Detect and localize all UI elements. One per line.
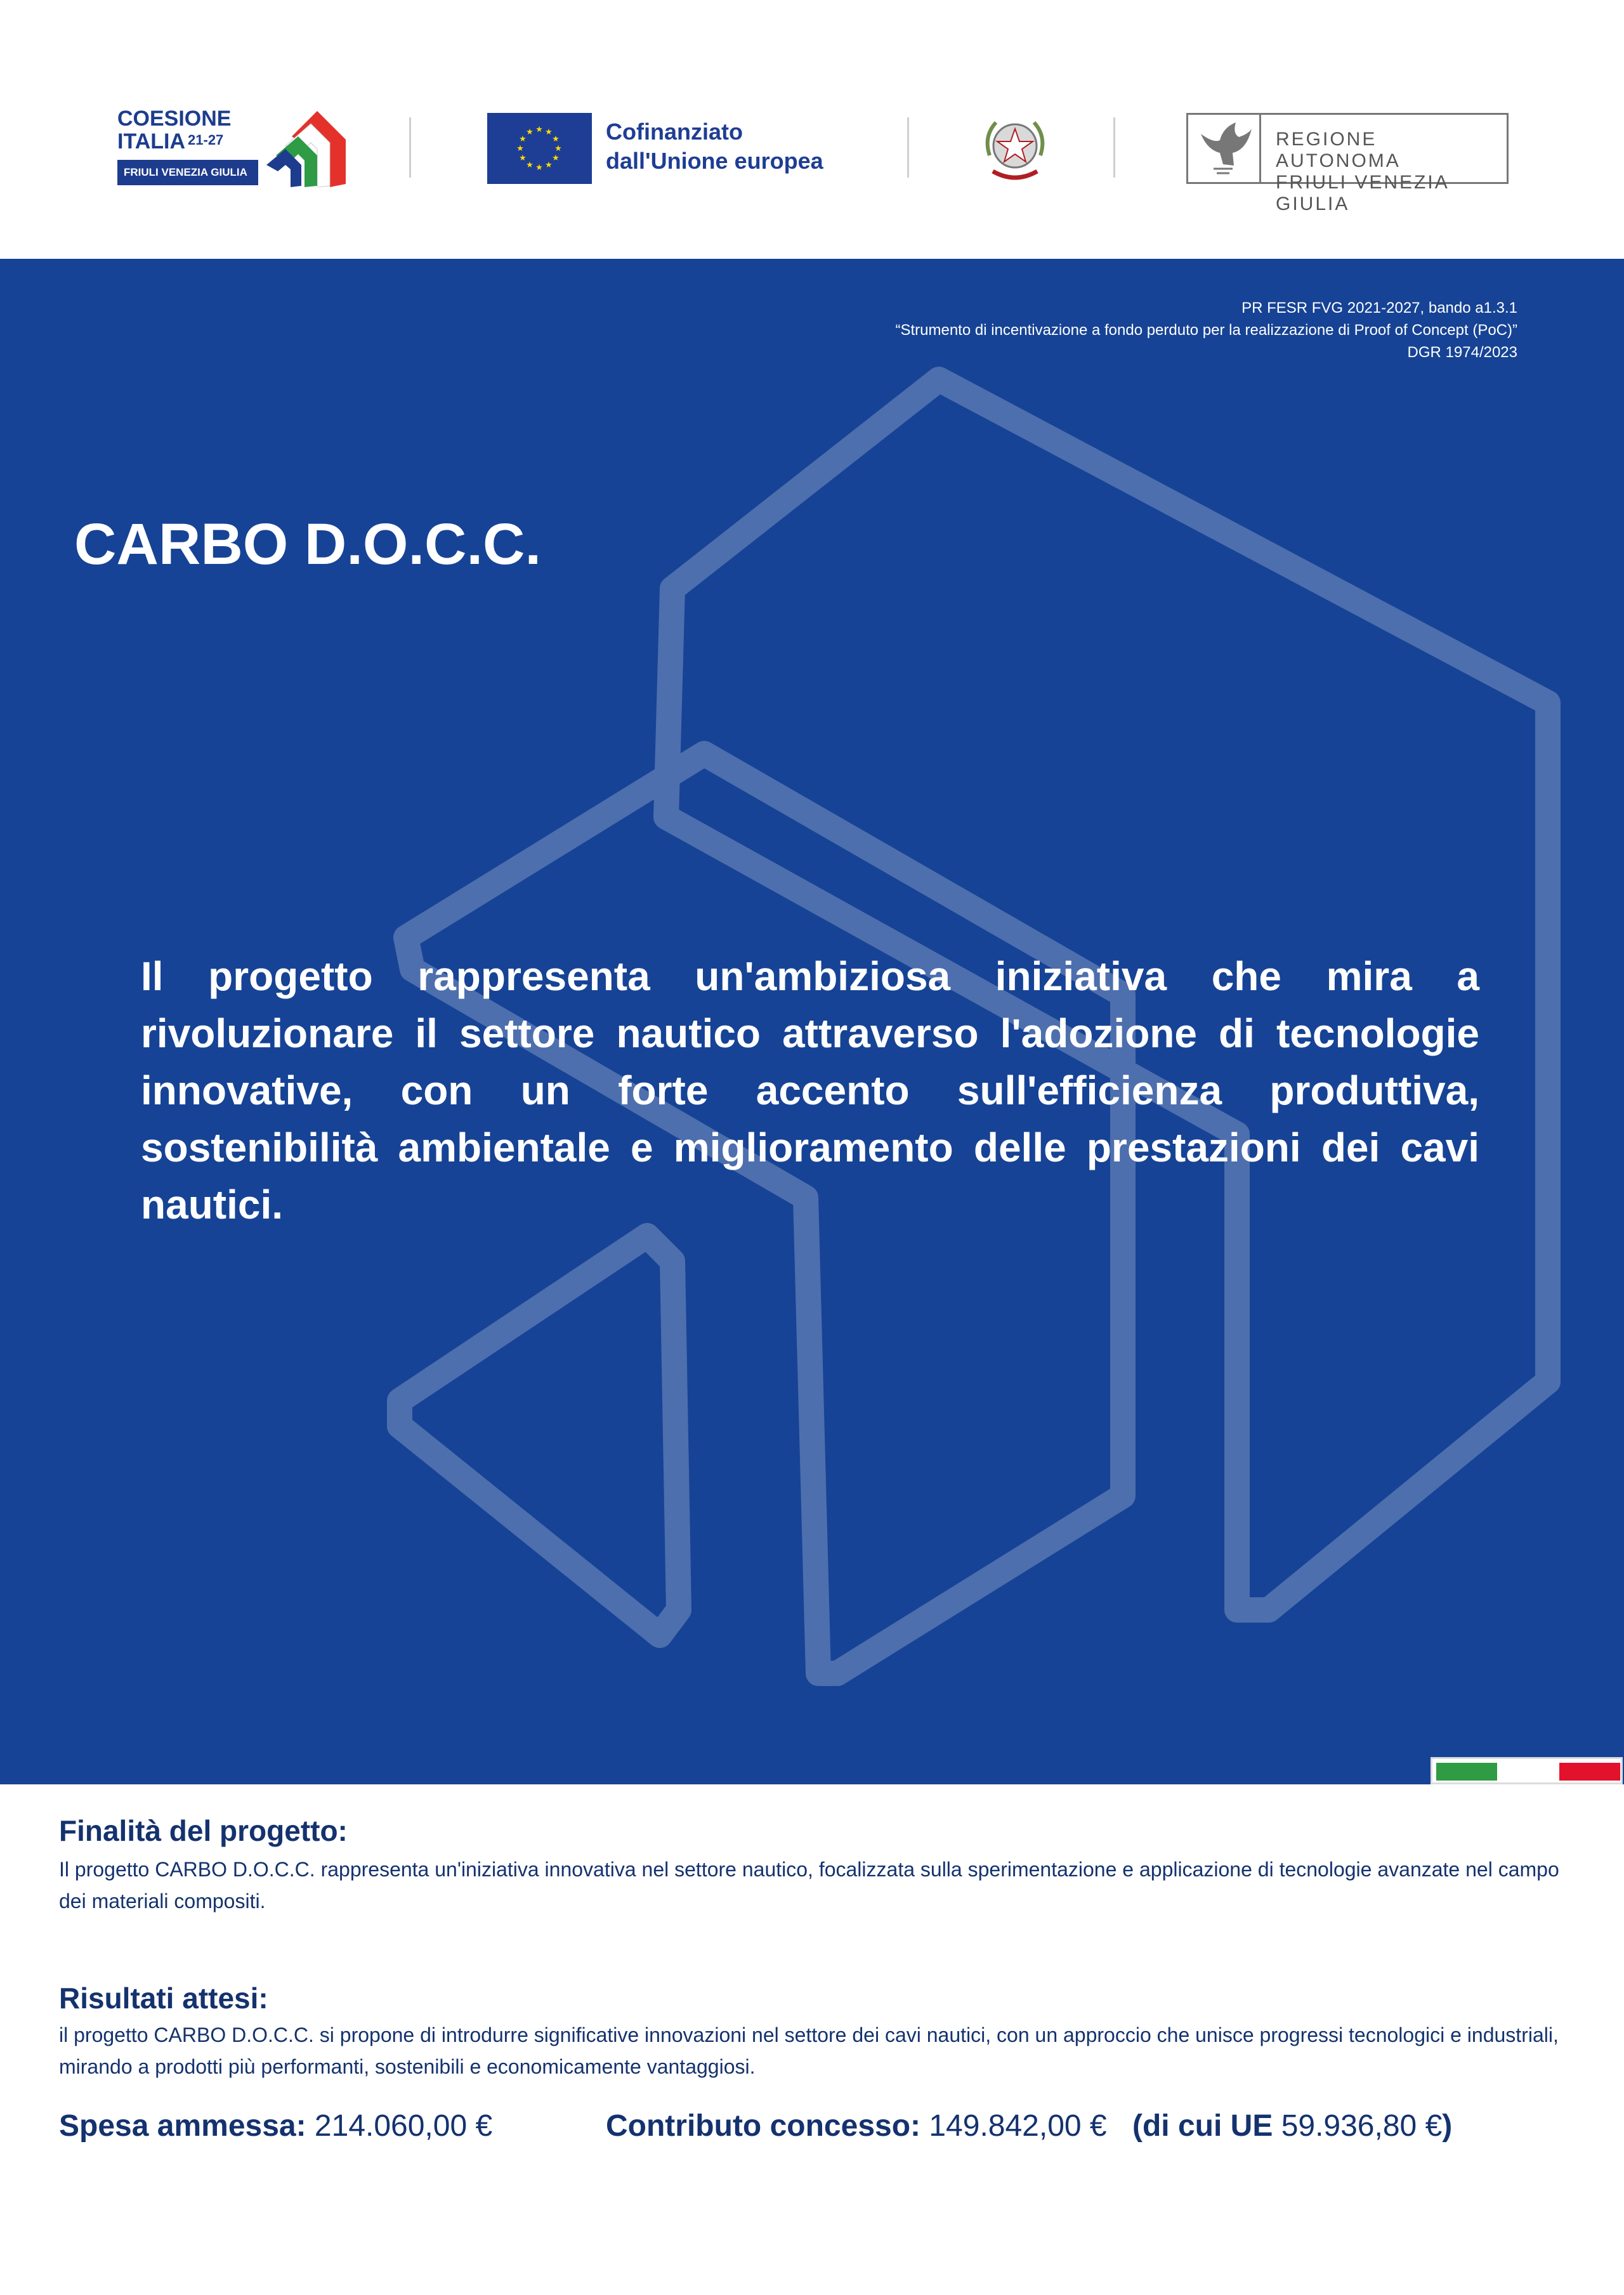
coesione-region-band: FRIULI VENEZIA GIULIA — [117, 160, 258, 185]
coesione-subtitle — [117, 129, 223, 152]
ue-value: 59.936,80 € — [1281, 2109, 1443, 2143]
svg-text:★: ★ — [545, 160, 553, 170]
svg-text:★: ★ — [552, 154, 560, 163]
regione-text-line1: REGIONE AUTONOMA — [1276, 129, 1401, 171]
contributo-label: Contributo concesso: — [606, 2109, 921, 2143]
svg-text:★: ★ — [526, 128, 534, 137]
finalita-body: Il progetto CARBO D.O.C.C. rappresenta un'iniziativa innovativa nel settore nautico, focalizzata sulla sperimentazione e applicazione di tecnologie avanzate nel campo dei materiali compositi. — [59, 1858, 1559, 1913]
eu-text-line1: Cofinanziato — [606, 119, 743, 145]
flag-red-band — [1559, 1763, 1620, 1781]
finalita-heading: Finalità del progetto: — [59, 1814, 348, 1847]
svg-text:★: ★ — [519, 134, 527, 144]
funding-reference-line1: PR FESR FVG 2021-2027, bando a1.3.1 — [1241, 299, 1517, 317]
spesa-value: 214.060,00 € — [314, 2109, 493, 2143]
funding-reference-line2: “Strumento di incentivazione a fondo perduto per la realizzazione di Proof of Concept (PoC)” — [895, 322, 1517, 339]
flag-white-band — [1498, 1763, 1559, 1781]
svg-text:★: ★ — [535, 125, 543, 134]
regione-eagle-icon — [1188, 115, 1261, 182]
project-title: CARBO D.O.C.C. — [74, 512, 541, 577]
project-description: Il progetto rappresenta un'ambiziosa iniziativa che mira a rivoluzionare il settore nautico attraverso l'adozione di tecnologie innovative, con un forte accento sull'efficienza produttiva, sostenibilità ambientale e miglioramento delle prestazioni dei cavi nautici. — [141, 953, 1479, 1227]
logo-separator — [907, 117, 909, 178]
funding-reference — [895, 297, 1517, 363]
project-banner — [0, 259, 1624, 1784]
logo-separator — [409, 117, 411, 178]
svg-text:★: ★ — [552, 134, 560, 144]
ue-label: (di cui UE — [1132, 2109, 1273, 2143]
spesa-label: Spesa ammessa: — [59, 2109, 306, 2143]
eu-flag-icon — [487, 113, 592, 184]
coesione-italia-text: ITALIA — [117, 129, 186, 154]
funding-reference-line3: DGR 1974/2023 — [1407, 344, 1517, 361]
risultati-heading: Risultati attesi: — [59, 1982, 268, 2015]
contributo-concesso — [606, 2107, 1107, 2145]
svg-text:★: ★ — [526, 160, 534, 170]
italian-republic-emblem-icon — [980, 111, 1050, 187]
svg-text:★: ★ — [554, 144, 562, 154]
coesione-italia-logo — [117, 108, 346, 190]
risultati-body: il progetto CARBO D.O.C.C. si propone di introdurre significative innovazioni nel settore dei cavi nautici, con un approccio che unisce progressi tecnologici e industriali, mirando a prodotti più performanti, sostenibili e economicamente vantaggiosi. — [59, 2024, 1559, 2078]
svg-text:★: ★ — [516, 144, 524, 154]
coesione-arrow-icon — [266, 111, 346, 187]
regione-text — [1276, 129, 1507, 215]
spesa-ammessa — [59, 2107, 492, 2145]
svg-text:★: ★ — [535, 163, 543, 173]
coesione-years: 21-27 — [188, 132, 224, 148]
italian-flag-strip — [1431, 1757, 1623, 1784]
logo-separator — [1113, 117, 1115, 178]
svg-text:★: ★ — [545, 128, 553, 137]
regione-fvg-logo — [1186, 113, 1509, 214]
contributo-value: 149.842,00 € — [929, 2109, 1107, 2143]
eu-text-line2: dall'Unione europea — [606, 148, 823, 174]
ue-close: ) — [1442, 2109, 1453, 2143]
logo-bar — [0, 0, 1624, 254]
flag-green-band — [1436, 1763, 1497, 1781]
regione-text-line2: FRIULI VENEZIA GIULIA — [1276, 172, 1449, 214]
eu-cofinanced-text — [606, 117, 823, 176]
coesione-title: COESIONE — [117, 107, 232, 131]
svg-text:★: ★ — [519, 154, 527, 163]
quota-ue — [1132, 2107, 1452, 2145]
